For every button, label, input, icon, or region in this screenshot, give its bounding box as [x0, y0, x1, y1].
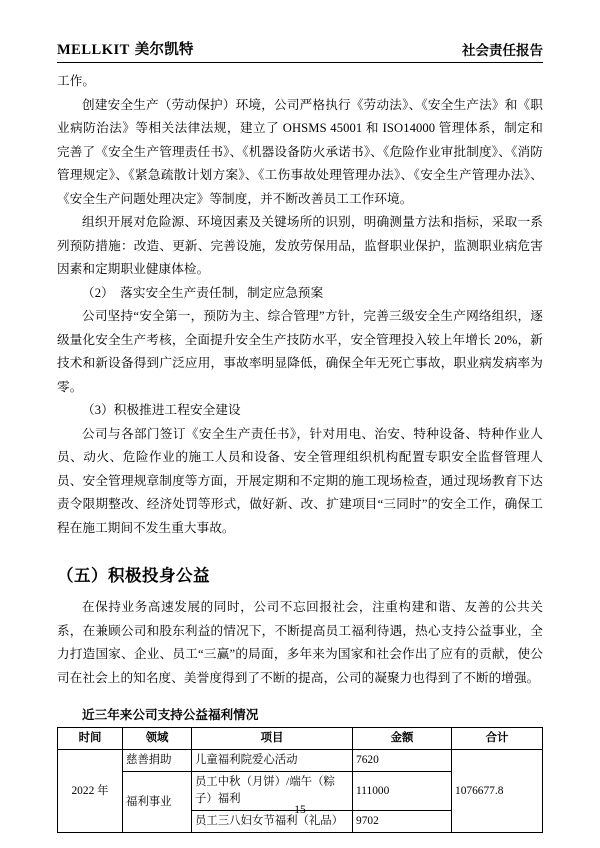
section-heading-public-welfare: （五）积极投身公益 [57, 566, 210, 585]
cell-item: 员工中秋（月饼）/端午（粽子）福利 [192, 772, 353, 811]
paragraph-safety-environment: 创建安全生产（劳动保护）环境，公司严格执行《劳动法》、《安全生产法》和《职业病防治法》等相关法律法规，建立了 OHSMS 45001 和 ISO14000 管理体系，制定和完善了《安全生产管理责任书》、《机器设备防火承诺书》、《危险作业审批制度》、《消防管理规定》、《紧急疏散计划方案》、《工伤事故处理管理办法》、《安全生产管理办法》、《安全生产问题处理决定》等制度，并不断改善员工工作环境。 [57, 97, 543, 206]
table-header-item: 项目 [192, 728, 353, 750]
cell-item: 儿童福利院爱心活动 [192, 750, 353, 772]
table-header-amount: 金额 [353, 728, 452, 750]
page-number: 15 [294, 804, 306, 816]
public-welfare-table [57, 727, 543, 833]
cell-field: 慈善捐助 [123, 750, 192, 772]
document-header [57, 38, 543, 66]
paragraph-safety-first: 公司坚持“安全第一，预防为主、综合管理”方针，完善三级安全生产网络组织，逐级量化安全生产考核，全面提升安全生产技防水平，安全管理投入较上年增长 20%，新技术和新设备得到广泛应用，事故率明显降低，确保全年无死亡事故，职业病发病率为零。 [57, 309, 543, 394]
cell-amount: 7620 [353, 750, 452, 772]
cell-time: 2022 年 [58, 750, 123, 833]
document-body [57, 70, 543, 833]
table-header-field: 领域 [123, 728, 192, 750]
paragraph-public-welfare: 在保持业务高速发展的同时，公司不忘回报社会，注重构建和谐、友善的公共关系，在兼顾公司和股东利益的情况下，不断提高员工福利待遇，热心支持公益事业，全力打造国家、企业、员工“三赢”的局面，多年来为国家和社会作出了应有的贡献，使公司在社会上的知名度、美誉度得到了不断的提高，公司的凝聚力也得到了不断的增强。 [57, 600, 543, 685]
table-header-time: 时间 [58, 728, 123, 750]
paragraph-heading-item-2: （2） 落实安全生产责任制，制定应急预案 [82, 285, 324, 300]
cell-total: 1076677.8 [452, 750, 543, 833]
header-divider [57, 62, 543, 63]
table-header-total: 合计 [452, 728, 543, 750]
cell-field: 福利事业 [123, 772, 192, 833]
cell-amount: 9702 [353, 811, 452, 833]
company-logo [57, 38, 194, 59]
table-caption: 近三年来公司支持公益福利情况 [82, 708, 259, 722]
paragraph-engineering-safety: 公司与各部门签订《安全生产责任书》，针对用电、治安、特种设备、特种作业人员、动火、危险作业的施工人员和设备、安全管理组织机构配置专职安全监督管理人员、安全管理规章制度等方面，开展定期和不定期的施工现场检查，通过现场教育下达责令限期整改、经济处罚等形式，做好新、改、扩建项目“三同时”的安全工作，确保工程在施工期间不发生重大事故。 [57, 426, 543, 535]
brand-name-en: MELLKIT [57, 42, 130, 58]
header-report-title: 社会责任报告 [462, 43, 543, 58]
cell-item: 员工三八妇女节福利（礼品） [192, 811, 353, 833]
paragraph-heading-item-3: （3）积极推进工程安全建设 [82, 403, 241, 417]
table-row [58, 750, 543, 772]
table-header-row [58, 728, 543, 750]
cell-amount: 111000 [353, 772, 452, 811]
brand-name-cn: 美尔凯特 [134, 42, 194, 58]
paragraph-risk-identification: 组织开展对危险源、环境因素及关键场所的识别，明确测量方法和指标，采取一系列预防措施：改造、更新、完善设施，发放劳保用品，监督职业保护，监测职业病危害因素和定期职业健康体检。 [57, 215, 543, 276]
page-content [57, 0, 543, 848]
paragraph-continuation: 工作。 [57, 74, 96, 88]
